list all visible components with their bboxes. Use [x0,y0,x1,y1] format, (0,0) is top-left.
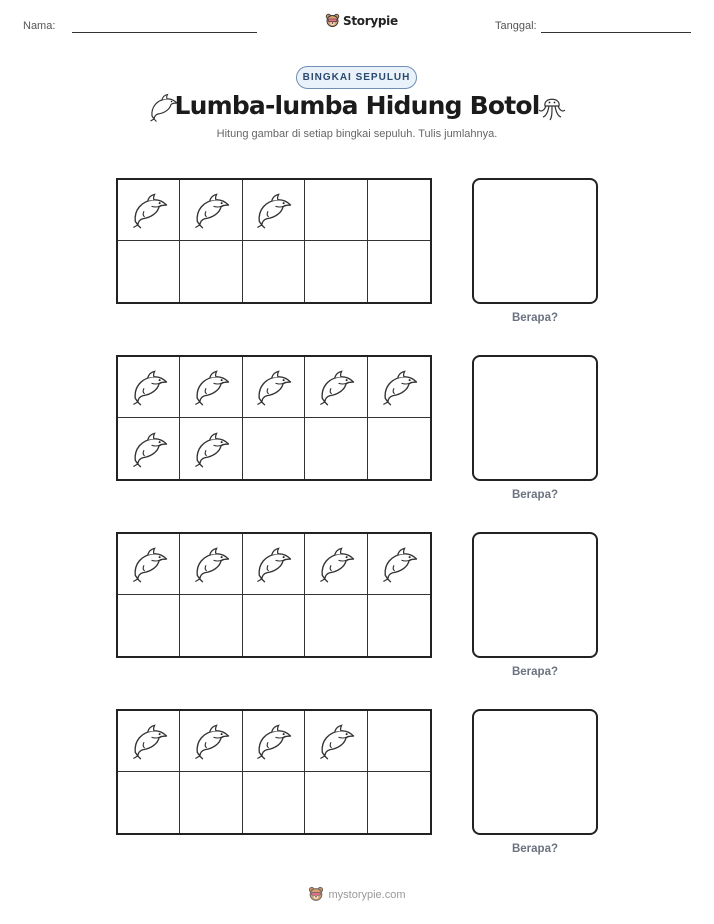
name-label: Nama: [23,20,56,32]
frame-cell [243,711,305,772]
worksheet-type-badge: BINGKAI SEPULUH [296,66,417,89]
frame-cell [305,534,367,595]
frame-cell [118,595,180,656]
frame-cell [118,772,180,833]
dolphin-icon [129,721,169,761]
frame-cell [180,418,242,479]
frame-cell [180,772,242,833]
frame-cell [118,241,180,302]
frame-cell [305,595,367,656]
frame-cell [180,357,242,418]
answer-box-4[interactable] [472,709,598,835]
dolphin-icon [379,367,419,407]
answer-label-1: Berapa? [511,312,559,324]
ten-frame-3 [116,532,432,658]
date-label: Tanggal: [495,20,537,32]
answer-box-2[interactable] [472,355,598,481]
name-line[interactable] [72,32,257,33]
ten-frame-4 [116,709,432,835]
dolphin-icon [191,190,231,230]
dolphin-icon [379,544,419,584]
frame-cell [243,357,305,418]
frame-cell [368,418,430,479]
dolphin-icon [129,544,169,584]
dolphin-icon [129,190,169,230]
ten-frame-2 [116,355,432,481]
frame-cell [180,711,242,772]
dolphin-icon [129,367,169,407]
frame-cell [368,772,430,833]
dolphin-icon [191,429,231,469]
dolphin-icon [316,367,356,407]
frame-cell [368,180,430,241]
answer-label-3: Berapa? [511,666,559,678]
frame-cell [368,241,430,302]
frame-cell [305,357,367,418]
frame-cell [243,595,305,656]
frame-cell [368,711,430,772]
frame-cell [180,534,242,595]
dolphin-icon [253,190,293,230]
page-title: Lumba-lumba Hidung Botol [174,91,540,120]
frame-cell [243,772,305,833]
frame-cell [118,180,180,241]
frame-cell [305,241,367,302]
brand-name: Storypie [343,14,398,28]
frame-cell [368,595,430,656]
frame-cell [180,241,242,302]
dolphin-icon [253,367,293,407]
frame-cell [305,180,367,241]
frame-cell [243,241,305,302]
dolphin-icon [253,544,293,584]
ten-frame-1 [116,178,432,304]
bear-icon [325,13,340,29]
frame-cell [305,711,367,772]
frame-cell [243,418,305,479]
dolphin-icon [191,367,231,407]
frame-cell [243,534,305,595]
frame-cell [118,711,180,772]
dolphin-icon [191,721,231,761]
frame-cell [118,534,180,595]
dolphin-icon [316,721,356,761]
instructions: Hitung gambar di setiap bingkai sepuluh. Tulis jumlahnya. [216,128,498,140]
date-line[interactable] [541,32,691,33]
footer-url: mystorypie.com [328,888,406,901]
brand-logo [325,13,398,29]
frame-cell [243,180,305,241]
frame-cell [368,534,430,595]
answer-label-4: Berapa? [511,843,559,855]
dolphin-icon [316,544,356,584]
dolphin-icon [191,544,231,584]
answer-box-1[interactable] [472,178,598,304]
frame-cell [368,357,430,418]
dolphin-icon [129,429,169,469]
frame-cell [305,772,367,833]
frame-cell [118,357,180,418]
answer-box-3[interactable] [472,532,598,658]
frame-cell [180,180,242,241]
octopus-icon [536,92,568,122]
bear-icon [308,886,324,903]
frame-cell [305,418,367,479]
dolphin-icon [253,721,293,761]
answer-label-2: Berapa? [511,489,559,501]
frame-cell [180,595,242,656]
frame-cell [118,418,180,479]
footer [0,886,714,903]
